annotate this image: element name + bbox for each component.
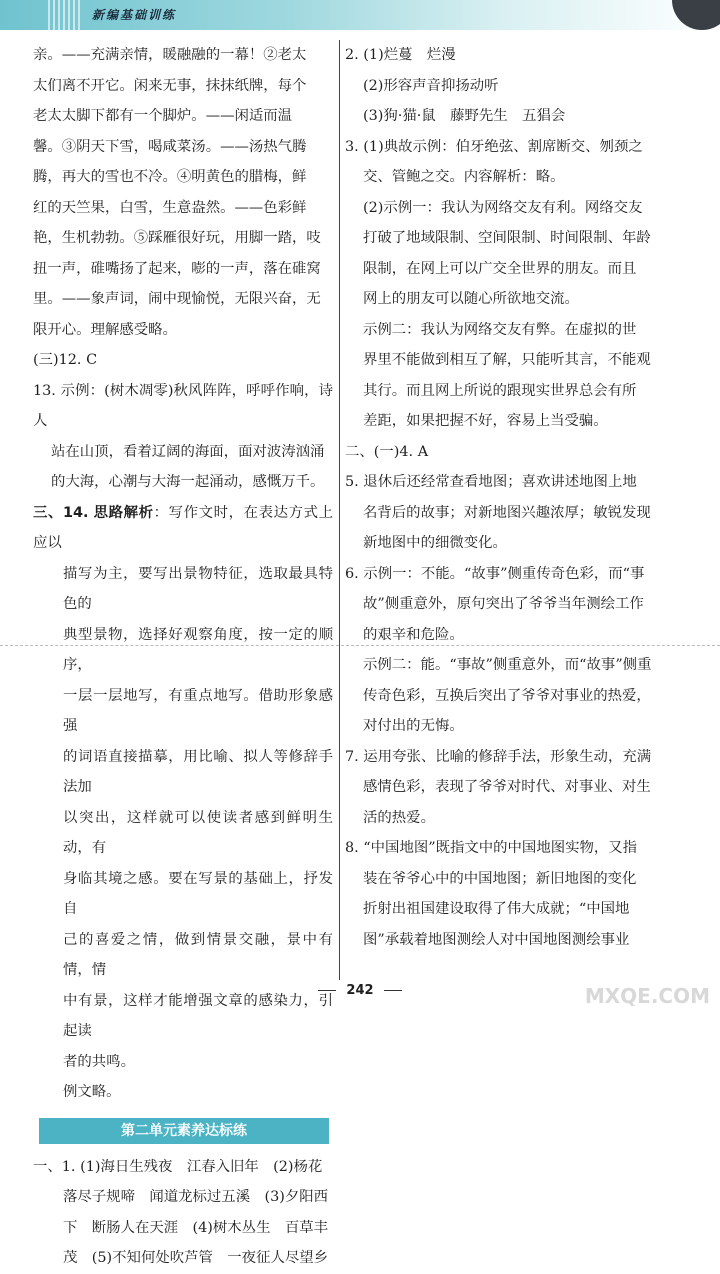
question-number: 三、14. <box>33 504 89 521</box>
answer-2 <box>345 40 685 132</box>
text-segment: ：写作文时，在表达方式上应以 <box>33 504 333 551</box>
text-line: (3)狗·猫·鼠 藤野先生 五猖会 <box>363 108 566 124</box>
text-line: 下 断肠人在天涯 (4)树木丛生 百草丰 <box>63 1219 329 1236</box>
text-line: 典型景物，选择好观察角度，按一定的顺序， <box>63 626 333 673</box>
text-line: 3. (1)典故示例：伯牙绝弦、割席断交、刎颈之 <box>345 138 643 155</box>
text-line: 亲。——充满亲情，暖融融的一幕！②老太 <box>33 47 307 63</box>
text-line: 传奇色彩，互换后突出了爷爷对事业的热爱， <box>363 687 651 704</box>
text-line: 7. 运用夸张、比喻的修辞手法，形象生动，充满 <box>345 748 652 765</box>
column-divider <box>339 40 340 980</box>
text-line: 扭一声，碓嘴扬了起来，嘭的一声，落在碓窝 <box>33 260 321 277</box>
text-line: 限开心。理解感受略。 <box>33 321 177 338</box>
text-line: 13. 示例：(树木凋零)秋风阵阵，呼呼作响，诗人 <box>33 382 333 429</box>
text-line: 折射出祖国建设取得了伟大成就；“中国地 <box>363 901 630 917</box>
text-line: 腾，再大的雪也不冷。④明黄色的腊梅，鲜 <box>33 169 307 185</box>
text-line: 差距，如果把握不好，容易上当受骗。 <box>363 413 608 429</box>
text-line: 的词语直接描摹，用比喻、拟人等修辞手法加 <box>63 748 333 795</box>
text-line: 红的天竺果，白雪，生意盎然。——色彩鲜 <box>33 199 307 216</box>
text-line: 打破了地域限制、空间限制、时间限制、年龄 <box>363 230 651 246</box>
text-line: 太们离不开它。闲来无事，抹抹纸牌，每个 <box>33 77 307 94</box>
text-line: 艳，生机勃勃。⑤踩雁很好玩，用脚一踏，吱 <box>33 230 321 246</box>
text-line: 的大海，心潮与大海一起涌动，感慨万千。 <box>51 474 325 490</box>
text-line: 8. “中国地图”既指文中的中国地图实物，又指 <box>345 840 638 856</box>
text-line: 感情色彩，表现了爷爷对时代、对事业、对生 <box>363 779 651 795</box>
text-line: 名背后的故事；对新地图兴趣浓厚；敏锐发现 <box>363 504 651 521</box>
text-line: 6. 示例一：不能。“故事”侧重传奇色彩，而“事 <box>345 565 645 582</box>
section-title-bar: 第二单元素养达标练 <box>39 1118 329 1144</box>
text-line: 网上的朋友可以随心所欲地交流。 <box>363 291 579 307</box>
answer-14 <box>33 498 333 1108</box>
header-decoration <box>48 0 83 30</box>
answer-13 <box>33 376 333 498</box>
text-line: 5. 退休后还经常查看地图；喜欢讲述地图上地 <box>345 474 637 490</box>
text-line: 限制，在网上可以广交全世界的朋友。而且 <box>363 260 637 277</box>
page-number-rule <box>384 990 402 991</box>
text-line: 茂 (5)不知何处吹芦管 一夜征人尽望乡 <box>63 1250 329 1266</box>
text-line: 2. (1)烂蔓 烂漫 <box>345 47 456 63</box>
example-omitted: 例文略。 <box>63 1084 121 1100</box>
text-line: 示例二：我认为网络交友有弊。在虚拟的世 <box>363 321 637 338</box>
answer-para-continued <box>33 40 333 345</box>
text-line: 一层一层地写，有重点地写。借助形象感强 <box>63 687 333 734</box>
text-line: 活的热爱。 <box>363 809 435 826</box>
left-column <box>33 40 333 1274</box>
answer-4: 二、(一)4. A <box>345 443 429 460</box>
text-line: 界里不能做到相互了解，只能听其言，不能观 <box>363 352 651 368</box>
answer-12: (三)12. C <box>33 352 98 368</box>
text-line: 站在山顶，看着辽阔的海面，面对波涛汹涌 <box>51 443 325 460</box>
text-line: 描写为主，要写出景物特征，选取最具特色的 <box>63 565 333 612</box>
answer-6 <box>345 559 685 742</box>
analysis-label: 思路解析 <box>93 503 154 521</box>
text-line: (2)示例一：我认为网络交友有利。网络交友 <box>363 199 643 216</box>
text-line: 里。——象声词，闹中现愉悦，无限兴奋，无 <box>33 291 321 307</box>
text-line: 馨。③阴天下雪，喝咸菜汤。——汤热气腾 <box>33 138 307 155</box>
text-line: 对付出的无悔。 <box>363 718 464 734</box>
text-line: 以突出，这样就可以使读者感到鲜明生动，有 <box>63 809 333 856</box>
text-line: 落尽子规啼 闻道龙标过五溪 (3)夕阳西 <box>63 1189 329 1205</box>
page-number-rule <box>318 990 336 991</box>
text-line: 者的共鸣。 <box>63 1053 135 1070</box>
page-number-text: 242 <box>346 983 374 998</box>
right-column <box>345 40 685 955</box>
text-line: 的艰辛和危险。 <box>363 626 464 643</box>
text-line <box>33 498 333 559</box>
text-line: 老太太脚下都有一个脚炉。——闲适而温 <box>33 108 293 124</box>
text-line: 交、管鲍之交。内容解析：略。 <box>363 169 565 185</box>
answer-7 <box>345 742 685 834</box>
text-line: 装在爷爷心中的中国地图；新旧地图的变化 <box>363 870 637 887</box>
answer-8 <box>345 833 685 955</box>
answer-1 <box>33 1152 333 1274</box>
text-line: 中有景，这样才能增强文章的感染力，引起读 <box>63 992 333 1039</box>
text-line: 新地图中的细微变化。 <box>363 535 507 551</box>
text-line: 图”承载着地图测绘人对中国地图测绘事业 <box>363 931 630 948</box>
answer-3 <box>345 132 685 437</box>
text-line: 故”侧重意外，原句突出了爷爷当年测绘工作 <box>363 596 644 612</box>
site-watermark: MXQE.COM <box>584 984 710 1008</box>
book-series-title: 新编基础训练 <box>92 8 177 22</box>
text-line: 其行。而且网上所说的跟现实世界总会有所 <box>363 382 637 399</box>
text-line: 示例二：能。“事故”侧重意外，而“故事”侧重 <box>363 657 652 673</box>
text-line: (2)形容声音抑扬动听 <box>363 77 499 94</box>
answer-5 <box>345 467 685 559</box>
text-line: 己的喜爱之情，做到情景交融，景中有情，情 <box>63 931 333 978</box>
text-line: 一、1. (1)海日生残夜 江春入旧年 (2)杨花 <box>33 1158 323 1175</box>
text-line: 身临其境之感。要在写景的基础上，抒发自 <box>63 870 333 917</box>
